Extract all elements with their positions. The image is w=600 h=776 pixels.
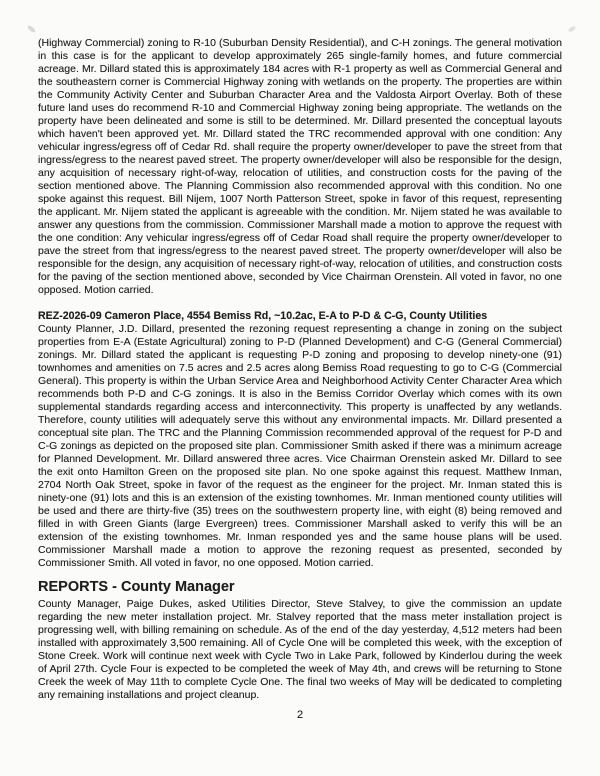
page-number: 2 xyxy=(296,709,304,721)
reports-section-heading: REPORTS - County Manager xyxy=(38,579,235,595)
reports-section-body: County Manager, Paige Dukes, asked Utilities Director, Steve Stalvey, to give the commission an update regarding the new meter installation project. Mr. Stalvey reported that the mass meter installation project is progressing well, with billing remaining on schedule. As of the end of the day yesterday, 4,512 meters had been installed with approximately 3,500 remaining. All of Cycle One will be completed this week, with the exception of Stone Creek. Work will continue next week with Cycle Two in Lake Park, followed by Kinderlou during the week of April 27th. Cycle Four is expected to be completed the week of May 4th, and crews will be returning to Stone Creek the week of May 11th to complete Cycle One. The final two weeks of May will be dedicated to completing any remaining installations and project cleanup. xyxy=(38,598,562,701)
continuation-paragraph: (Highway Commercial) zoning to R-10 (Suburban Density Residential), and C-H zonings. The general motivation in this case is for the applicant to develop approximately 265 single-family homes, and future commercial acreage. Mr. Dillard stated this is approximately 184 acres with R-1 property as well as Commercial General and the southeastern corner is Commercial Highway zoning with wetlands on the property. The properties are within the Community Activity Center and Suburban Character Area and the Valdosta Airport Overlay. Both of these future land uses do recommend R-10 and Commercial Highway zoning being appropriate. The wetlands on the property have been delineated and some is still to be determined. Mr. Dillard presented the conceptual layouts which haven't been approved yet. Mr. Dillard stated the TRC recommended approval with one condition: Any vehicular ingress/egress off of Cedar Rd. shall require the property owner/developer to pave the street from that ingress/egress to the nearest paved street. The property owner/developer will also be responsible for the design, any acquisition of necessary right-of-way, relocation of utilities, and construction costs for the paving of the section mentioned above. The Planning Commission also recommended approval with this condition. No one spoke against this request. Bill Nijem, 1007 North Patterson Street, spoke in favor of this request, representing the applicant. Mr. Nijem stated the applicant is agreeable with the condition. Mr. Nijem stated he was available to answer any questions from the commission. Commissioner Marshall made a motion to approve the request with the one condition: Any vehicular ingress/egress off of Cedar Road shall require the property owner/developer to pave the street from that ingress/egress to the nearest paved street. The property owner/developer will also be responsible for the design, any acquisition of necessary right-of-way, relocation of utilities, and construction costs for the paving of the section mentioned above, seconded by Vice Chairman Orenstein. All voted in favor, no one opposed. Motion carried. xyxy=(38,37,562,296)
scan-artifact-top-right xyxy=(568,25,577,33)
rez-case-heading: REZ-2026-09 Cameron Place, 4554 Bemiss Rd, ~10.2ac, E-A to P-D & C-G, County Utilities xyxy=(38,310,488,322)
scan-artifact-top-left xyxy=(27,25,37,34)
rez-case-body: County Planner, J.D. Dillard, presented the rezoning request representing a change in zoning on the subject properties from E-A (Estate Agricultural) zoning to P-D (Planned Development) and C-G (General Commercial) zonings. Mr. Dillard stated the applicant is requesting P-D zoning and proposing to develop ninety-one (91) townhomes and amenities on 7.5 acres and 2.5 acres along Bemiss Road requesting to go to C-G (Commercial General). This property is within the Urban Service Area and Neighborhood Activity Center Character Area which recommends both P-D and C-G zonings. It is also in the Bemiss Corridor Overlay which comes with its own supplemental standards regarding access and interconnectivity. This property is unaffected by any wetlands. Therefore, county utilities will adequately serve this without any environmental impacts. Mr. Dillard presented a conceptual site plan. The TRC and the Planning Commission recommended approval of the request for P-D and C-G zonings as depicted on the proposed site plan. Commissioner Smith asked if there was a minimum acreage for Planned Development. Mr. Dillard answered three acres. Vice Chairman Orenstein asked Mr. Dillard to see the exit onto Hamilton Green on the proposed site plan. No one spoke against this request. Matthew Inman, 2704 North Oak Street, spoke in favor of the request as the engineer for the project. Mr. Inman stated this is ninety-one (91) lots and this is an extension of the existing townhomes. Mr. Inman mentioned county utilities will be used and there are thirty-five (35) trees on the southwestern property line, with eight (8) being removed and filled in with Green Giants (large Evergreen) trees. Commissioner Marshall asked to verify this will be an extension of the existing townhomes. Mr. Inman responded yes and the same house plans will be used. Commissioner Marshall made a motion to approve the rezoning request as presented, seconded by Commissioner Smith. All voted in favor, no one opposed. Motion carried. xyxy=(38,323,562,569)
